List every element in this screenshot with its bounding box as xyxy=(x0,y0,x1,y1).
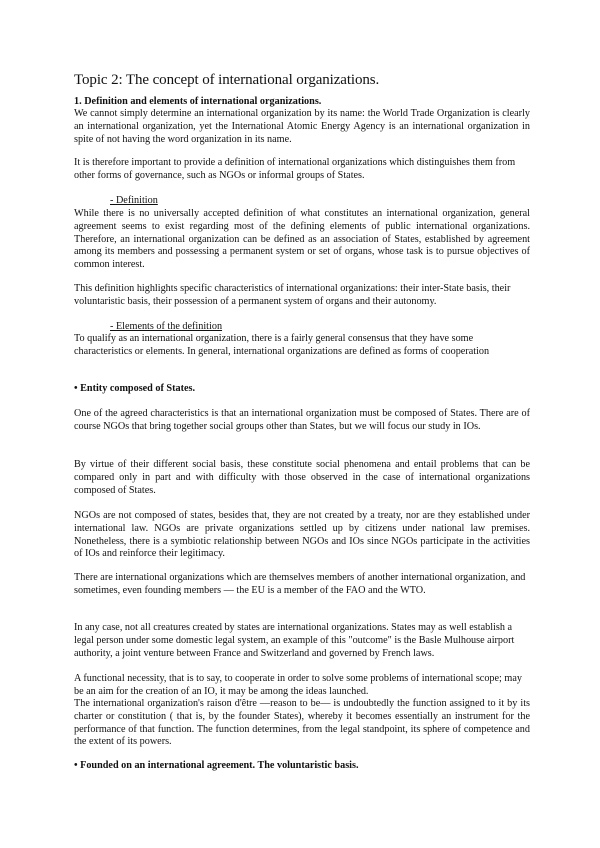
any-case-paragraph: In any case, not all creatures created by states are international organizations. States may as well establish a legal person under some domestic legal system, an example of this "outcome" is the Basle Mulhouse airport authority, a joint venture between France and Switzerland and governed by French laws. xyxy=(74,622,515,659)
bullet-founded-agreement: • Founded on an international agreement. The voluntaristic basis. xyxy=(74,760,359,771)
intro-paragraph: We cannot simply determine an international organization by its name: the World Trade Organization is clearly an international organization, yet the International Atomic Energy Agency is an international organization in spite of not having the word organization in its name. xyxy=(74,108,530,145)
virtue-paragraph: By virtue of their different social basis, these constitute social phenomena and entail problems that can be compared only in part and with difficulty with those observed in the case of international organizations composed of States. xyxy=(74,459,530,496)
elements-subheading: - Elements of the definition xyxy=(110,321,223,332)
agreed-paragraph: One of the agreed characteristics is that an international organization must be composed of States. There are of course NGOs that bring together social groups other than States, but we will focus our study in IOs. xyxy=(74,408,530,432)
page-title: Topic 2: The concept of international organizations. xyxy=(74,72,380,88)
functional-paragraph: A functional necessity, that is to say, to cooperate in order to solve some problems of international scope; may be an aim for the creation of an IO, it may be among the ideas launched. xyxy=(74,673,522,697)
definition-paragraph: While there is no universally accepted definition of what constitutes an international organization, general agreement seems to exist regarding most of the defining elements of public international organizations. Therefore, an international organization can be defined as an association of States, established by agreement among its members and possessing a permanent system or set of organs, whose task is to pursue objectives of common interest. xyxy=(74,208,530,271)
raison-paragraph: The international organization's raison d'être —reason to be— is undoubtedly the function assigned to it by its charter or constitution ( that is, by the founder States), whereby it becomes essentially an instrument for the performance of that function. The function determines, from the legal standpoint, its sphere of competence and the extent of its powers. xyxy=(74,698,530,748)
ngos-paragraph: NGOs are not composed of states, besides that, they are not created by a treaty, nor are they established under international law. NGOs are private organizations settled up by citizens under national law premises. Nonetheless, there is a symbiotic relationship between NGOs and IOs since NGOs participate in the activities of IOs and reinforce their legitimacy. xyxy=(74,510,530,560)
definition-subheading: - Definition xyxy=(110,195,158,206)
qualify-paragraph: To qualify as an international organization, there is a fairly general consensus that they have some characteristics or elements. In general, international organizations are defined as forms of cooperation xyxy=(74,333,490,357)
importance-paragraph: It is therefore important to provide a definition of international organizations which distinguishes them from other forms of governance, such as NGOs or informal groups of States. xyxy=(74,157,516,181)
members-paragraph: There are international organizations which are themselves members of another international organization, and sometimes, even founding members — the EU is a member of the FAO and the WTO. xyxy=(74,572,526,596)
highlights-paragraph: This definition highlights specific characteristics of international organizations: their inter-State basis, their voluntaristic basis, their possession of a permanent system of organs and their autonomy. xyxy=(74,283,511,307)
section-heading: 1. Definition and elements of international organizations. xyxy=(74,96,322,107)
bullet-entity-states: • Entity composed of States. xyxy=(74,383,196,394)
